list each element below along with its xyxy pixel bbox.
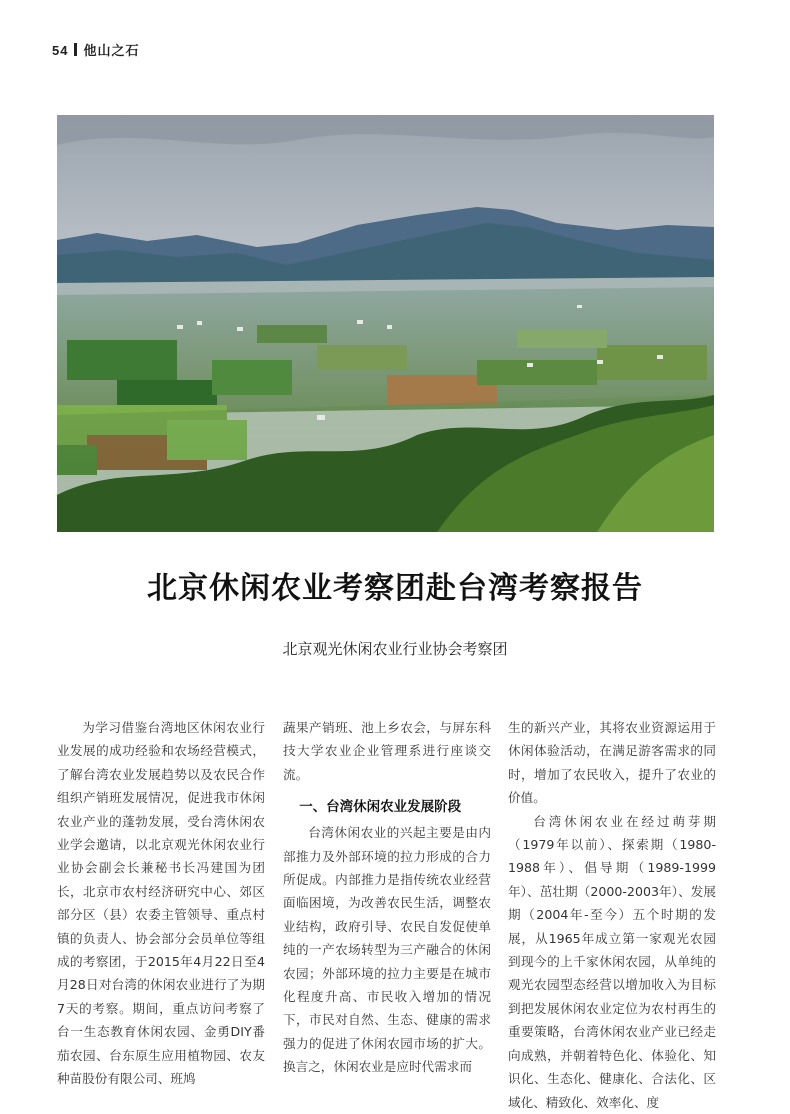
section-name: 他山之石 bbox=[83, 44, 140, 59]
text-column-3 bbox=[508, 716, 716, 1114]
paragraph: 生的新兴产业，其将农业资源运用于休闲体验活动，在满足游客需求的同时，增加了农民收入，提升了农业的价值。 bbox=[508, 720, 716, 806]
text-column-1 bbox=[57, 716, 265, 1091]
text-column-2 bbox=[283, 716, 491, 1079]
page-number: 54 bbox=[52, 43, 69, 58]
paragraph: 台湾休闲农业的兴起主要是由内部推力及外部环境的拉力形成的合力所促成。内部推力是指传统农业经营面临困境，为改善农民生活，调整农业结构，政府引导、农民自发促使单纯的一产农场转型为三产融合的休闲农园；外部环境的拉力主要是在城市化程度升高、市民收入增加的情况下，市民对自然、生态、健康的需求强力的促进了休闲农园市场的扩大。换言之，休闲农业是应时代需求而 bbox=[283, 825, 491, 1075]
paragraph: 台湾休闲农业在经过萌芽期（1979年以前）、探索期（1980-1988年）、倡导期（1989-1999年）、茁壮期（2000-2003年）、发展期（2004年-至今）五个时期的发展，从1965年成立第一家观光农园到现今的上千家休闲农园，从单纯的观光农园型态经营以增加收入为目标到把发展休闲农业定位为农村再生的重要策略，台湾休闲农业产业已经走向成熟，并朝着特色化、体验化、知识化、生态化、健康化、合法化、区域化、精致化、效率化、度 bbox=[508, 813, 716, 1110]
paragraph: 为学习借鉴台湾地区休闲农业行业发展的成功经验和农场经营模式，了解台湾农业发展趋势以及农民合作组织产销班发展情况，促进我市休闲农业产业的蓬勃发展，受台湾休闲农业学会邀请，以北京观光休闲农业行业协会副会长兼秘书长冯建国为团长，北京市农村经济研究中心、郊区部分区（县）农委主管领导、重点村镇的负责人、协会部分会员单位等组成的考察团，于2015年4月22日至4月28日对台湾的休闲农业进行了为期7天的考察。期间，重点访问考察了台一生态教育休闲农园、金勇DIY番茄农园、台东原生应用植物园、农友种苗股份有限公司、班鸠 bbox=[57, 720, 265, 1087]
landscape-photo bbox=[57, 115, 714, 532]
running-header bbox=[52, 40, 139, 59]
paragraph: 蔬果产销班、池上乡农会，与屏东科技大学农业企业管理系进行座谈交流。 bbox=[283, 720, 491, 782]
article-byline: 北京观光休闲农业行业协会考察团 bbox=[282, 640, 508, 658]
section-heading: 一、台湾休闲农业发展阶段 bbox=[299, 799, 462, 816]
header-separator bbox=[74, 43, 77, 56]
article-title: 北京休闲农业考察团赴台湾考察报告 bbox=[147, 571, 643, 606]
